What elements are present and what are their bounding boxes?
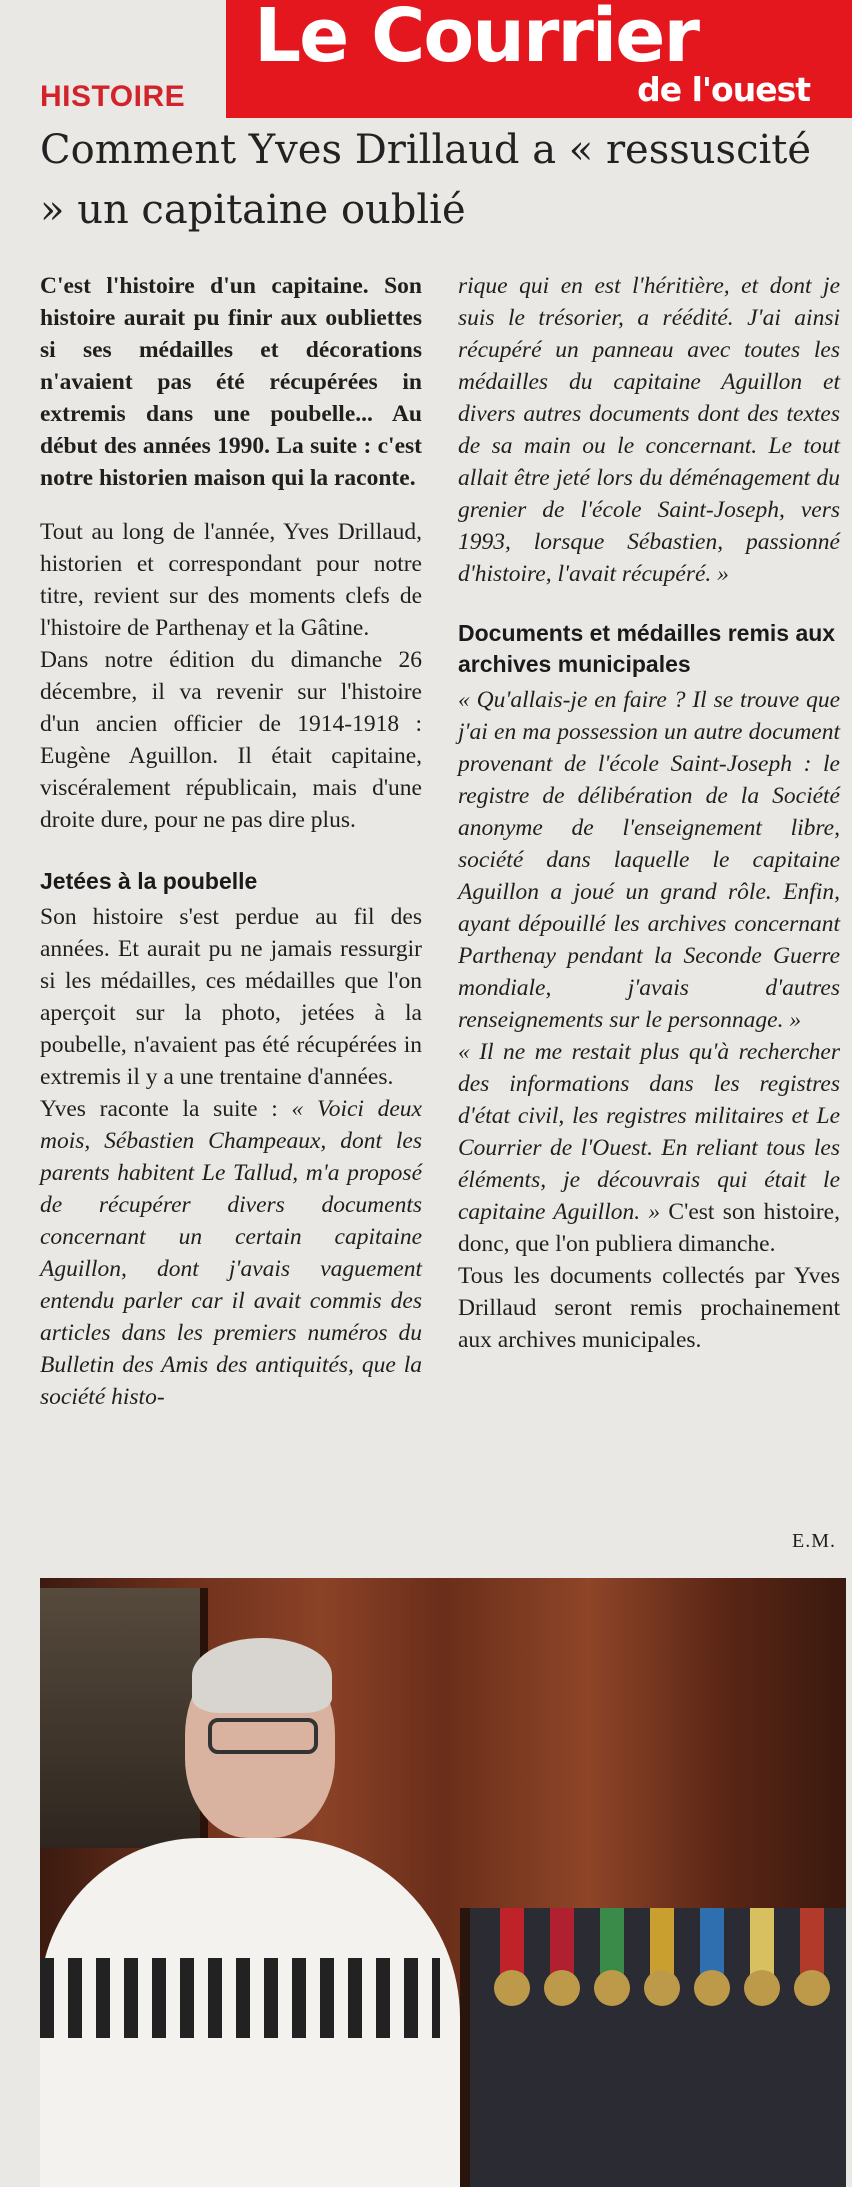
medal-icon <box>800 1908 824 1978</box>
article-paragraph: Tous les documents collectés par Yves Drillaud seront remis prochainement aux archives municipales. <box>458 1263 840 1353</box>
article-column-right <box>458 270 840 1356</box>
article-byline: E.M. <box>792 1530 836 1552</box>
medal-icon <box>600 1908 624 1978</box>
masthead-subtitle: de l'ouest <box>637 70 810 109</box>
article-paragraph-quote <box>458 684 840 1036</box>
article-paragraph-quote <box>458 270 840 590</box>
article-paragraph-quote <box>458 1036 840 1260</box>
medal-icon <box>650 1908 674 1978</box>
article-paragraph-quote <box>40 1093 422 1413</box>
picture-frame <box>40 1588 208 1848</box>
paragraph-tail: C'est son histoire, donc, que l'on publiera dimanche. <box>458 1199 840 1257</box>
medal-icon <box>500 1908 524 1978</box>
paragraph-intro: Yves raconte la suite : <box>40 1096 292 1122</box>
medal-icon <box>750 1908 774 1978</box>
article-paragraph: Son histoire s'est perdue au fil des années. Et aurait pu ne jamais ressurgir si les médailles, ces médailles que l'on aperçoit sur la photo, jetées à la poubelle, n'avaient pas été récupérées in extremis il y a une trentaine d'années. <box>40 904 422 1090</box>
article-chapo: C'est l'histoire d'un capitaine. Son histoire aurait pu finir aux oubliettes si ses médailles et décorations n'avaient pas été récupérées in extremis dans une poubelle... Au début des années 1990. La suite : c'est notre historien maison qui la raconte. <box>40 273 422 491</box>
section-label: HISTOIRE <box>40 80 186 113</box>
article-subhead: Documents et médailles remis aux archives municipales <box>458 620 836 677</box>
article-paragraph: Dans notre édition du dimanche 26 décembre, il va revenir sur l'histoire d'un ancien officier de 1914-1918 : Eugène Aguillon. Il était capitaine, viscéralement républicain, mais d'une droite dure, pour ne pas dire plus. <box>40 647 422 833</box>
article-photo <box>40 1578 846 2187</box>
person-hair <box>192 1638 332 1713</box>
article-headline: Comment Yves Drillaud a « ressuscité » un capitaine oublié <box>40 127 812 233</box>
medal-icon <box>700 1908 724 1978</box>
newspaper-masthead <box>226 0 852 118</box>
quote-text: rique qui en est l'héritière, et dont je suis le trésorier, a réédité. J'ai ainsi récupéré un panneau avec toutes les médailles du capitaine Aguillon et divers autres documents dont des textes de sa main ou le concernant. Le tout allait être jeté lors du déménagement du grenier de l'école Saint-Joseph, vers 1993, lorsque Sébastien, passionné d'histoire, l'avait récupéré. » <box>458 273 840 587</box>
masthead-title: Le Courrier <box>254 0 698 79</box>
article-paragraph: Tout au long de l'année, Yves Drillaud, historien et correspondant pour notre titre, revient sur des moments clefs de l'histoire de Parthenay et la Gâtine. <box>40 519 422 641</box>
medal-icon <box>550 1908 574 1978</box>
quote-text: « Voici deux mois, Sébastien Champeaux, dont les parents habitent Le Tallud, m'a proposé de récupérer divers documents concernant un certain capitaine Aguillon, dont j'avais vaguement entendu parler car il avait commis des articles dans les premiers numéros du Bulletin des Amis des antiquités, que la société histo- <box>40 1096 422 1410</box>
sweater-pattern <box>40 1958 440 2038</box>
medals-panel <box>460 1908 846 2187</box>
article-subhead: Jetées à la poubelle <box>40 868 258 894</box>
quote-text: « Qu'allais-je en faire ? Il se trouve que j'ai en ma possession un autre document provenant de l'école Saint-Joseph : le registre de délibération de la Société anonyme de l'enseignement libre, société dans laquelle le capitaine Aguillon a joué un grand rôle. Enfin, ayant dépouillé les archives concernant Parthenay pendant la Seconde Guerre mondiale, j'avais d'autres renseignements sur le personnage. » <box>458 687 840 1033</box>
quote-text: « Il ne me restait plus qu'à rechercher des informations dans les registres d'état civil, les registres militaires et Le Courrier de l'Ouest. En reliant tous les éléments, je découvrais qui était le capitaine Aguillon. » <box>458 1039 840 1225</box>
article-column-left <box>40 270 422 1413</box>
glasses-icon <box>208 1718 318 1754</box>
